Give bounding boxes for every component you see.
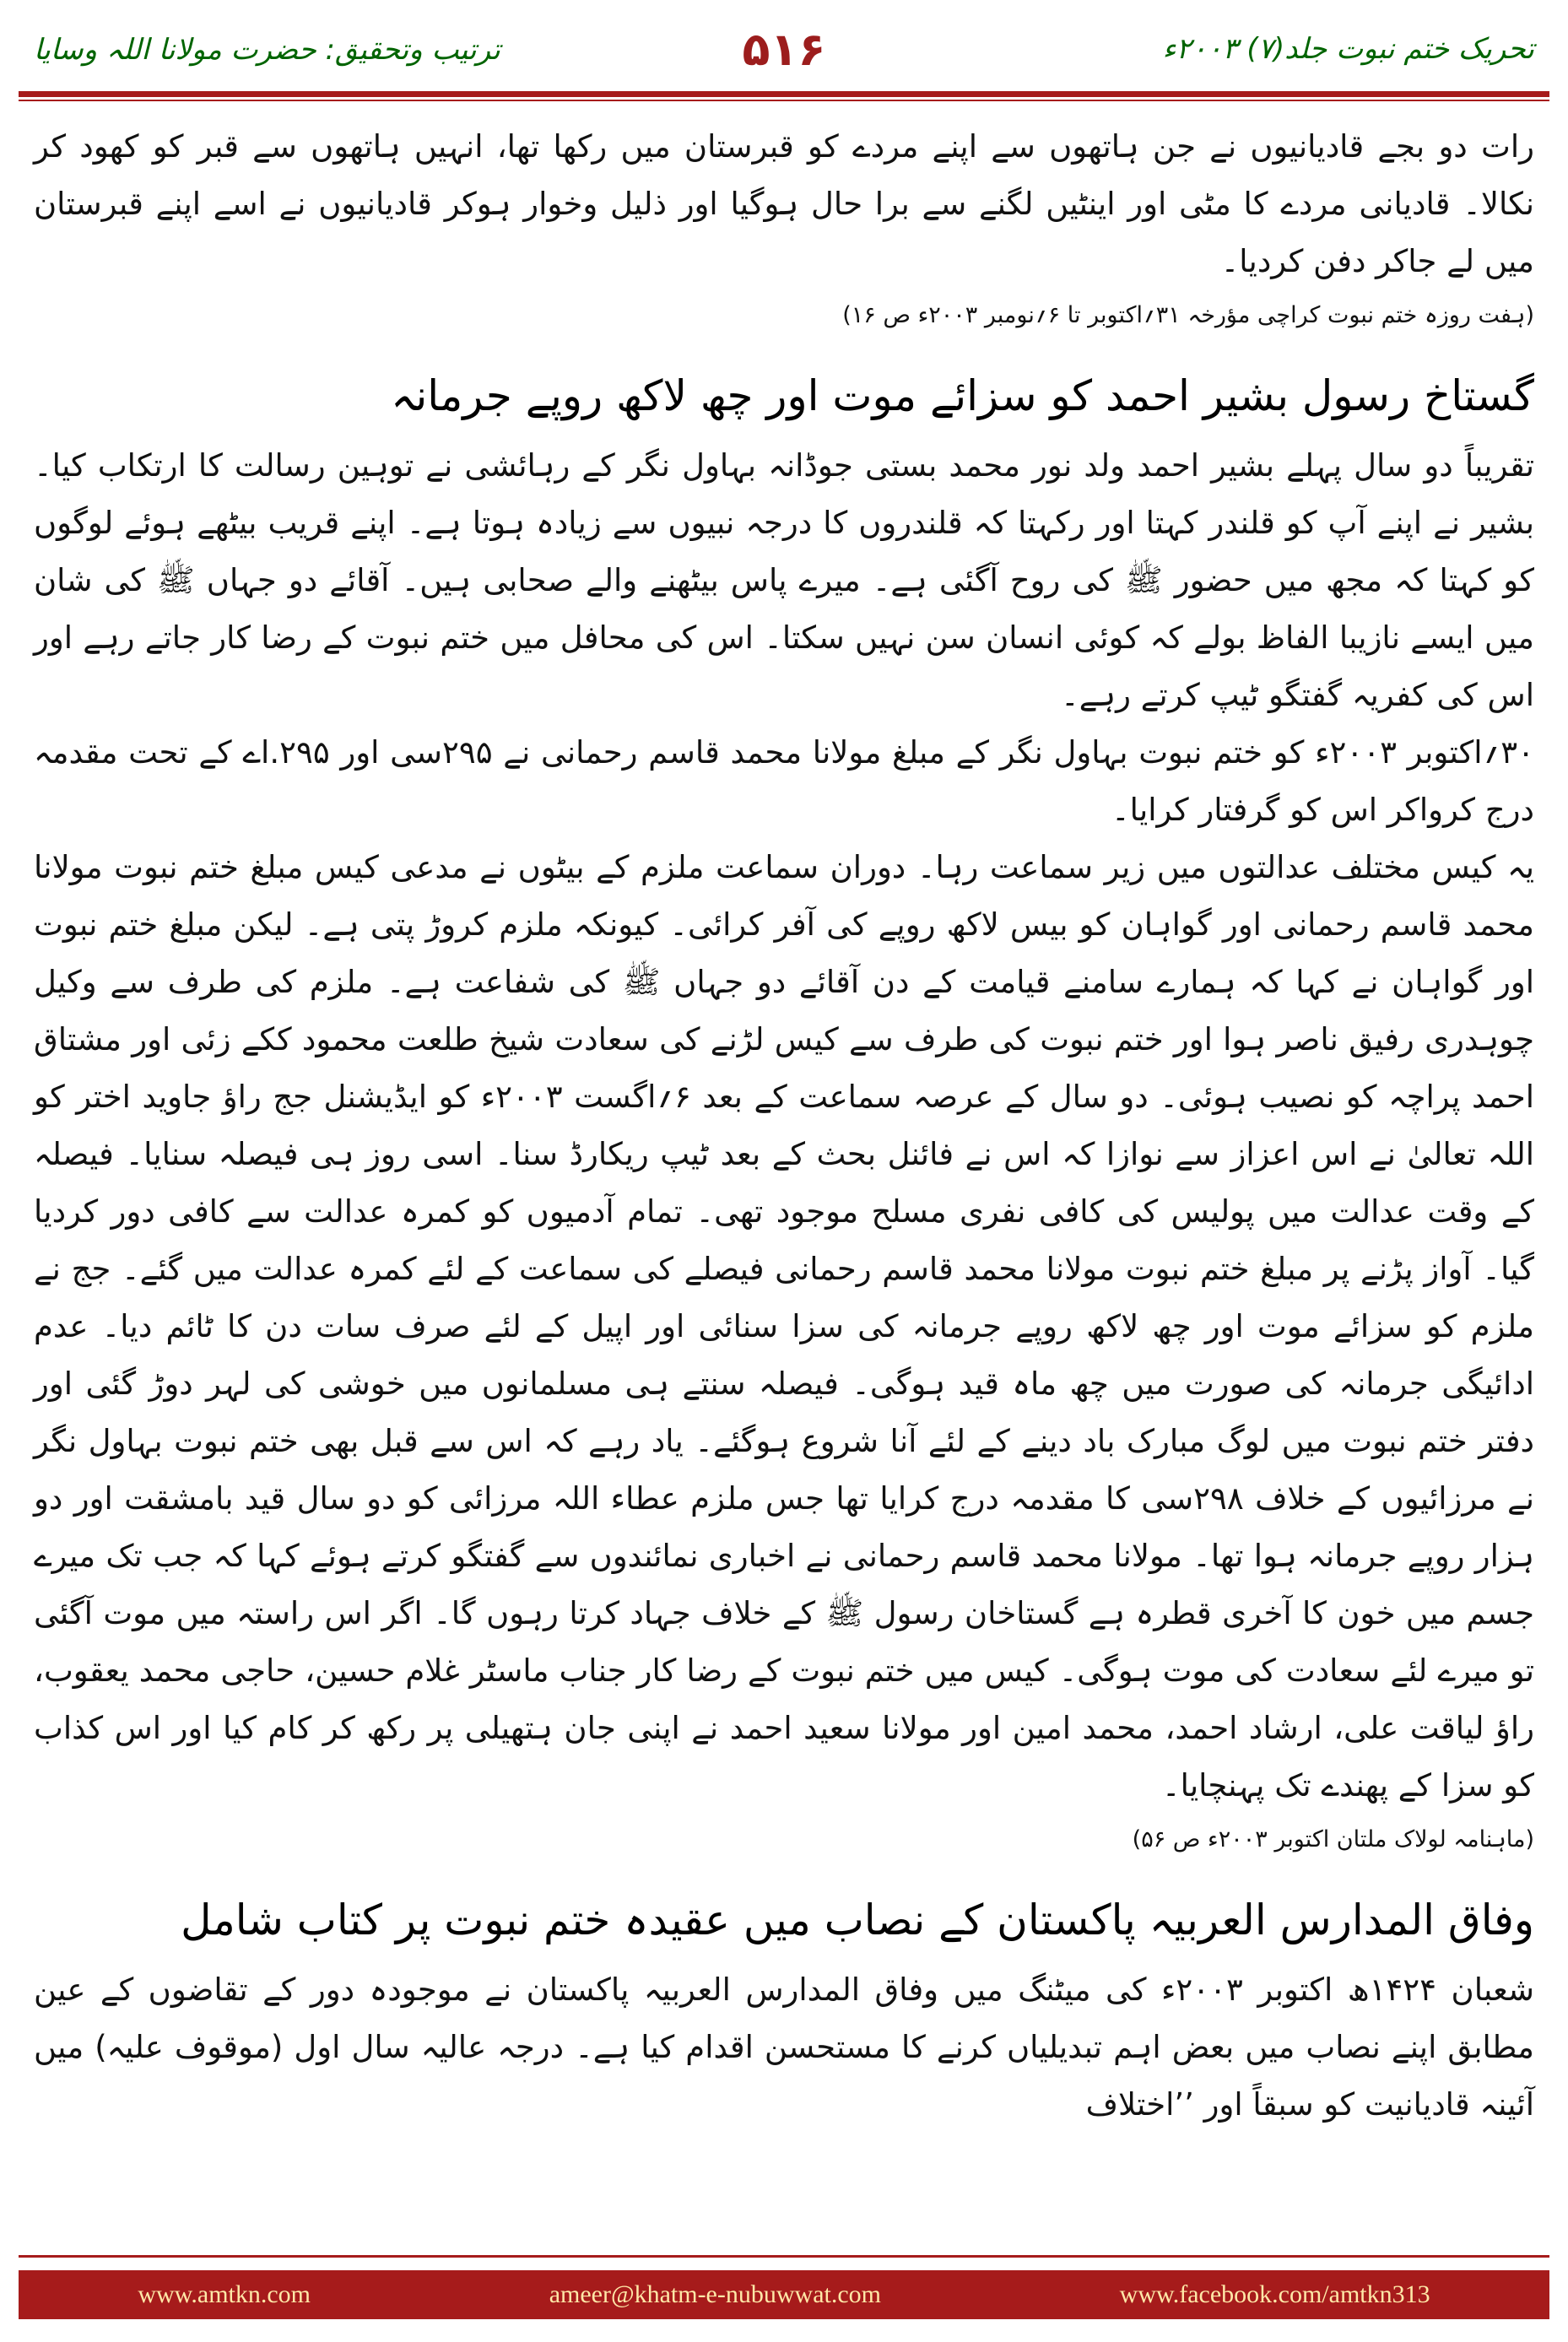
page-body — [34, 118, 1534, 2245]
footer-rule — [19, 2255, 1549, 2258]
header-rule-thin — [19, 100, 1549, 101]
page-header — [34, 15, 1534, 83]
section1-heading: گستاخ رسول بشیر احمد کو سزائے موت اور چھ لاکھ روپے جرمانہ — [391, 371, 1534, 420]
section2-heading: وفاق المدارس العربیہ پاکستان کے نصاب میں عقیدہ ختم نبوت پر کتاب شامل — [181, 1896, 1534, 1944]
section1-reference: (ماہنامہ لولاک ملتان اکتوبر ۲۰۰۳ء ص ۵۶) — [1132, 1826, 1534, 1853]
section2-paragraph: شعبان ۱۴۲۴ھ اکتوبر ۲۰۰۳ء کی میٹنگ میں وفاق المدارس العربیہ پاکستان نے موجودہ دور کے تقاضوں کے عین مطابق اپنے نصاب میں بعض اہم تبدیلیاں کرنے کا مستحسن اقدام کیا ہے۔ درجہ عالیہ سال اول (موقوف علیہ) میں آئینہ قادیانیت کو سبقاً اور ’’اختلاف — [34, 1971, 1534, 2123]
email-link[interactable]: ameer@khatm-e-nubuwwat.com — [549, 2280, 881, 2308]
intro-paragraph: رات دو بجے قادیانیوں نے جن ہاتھوں سے اپنے مردے کو قبرستان میں رکھا تھا، انہیں ہاتھوں سے قبر کو کھود کر نکالا۔ قادیانی مردے کا مٹی اور اینٹیں لگنے سے برا حال ہوگیا اور ذلیل وخوار ہوکر قادیانیوں نے اسے اپنے قبرستان میں لے جاکر دفن کردیا۔ — [34, 128, 1534, 279]
page-footer — [19, 2270, 1549, 2319]
section1-paragraph-2: ۳۰؍اکتوبر ۲۰۰۳ء کو ختم نبوت بہاول نگر کے مبلغ مولانا محمد قاسم رحمانی نے ۲۹۵سی اور ۲۹۵.اے کے تحت مقدمہ درج کرواکر اس کو گرفتار کرایا۔ — [34, 734, 1534, 828]
section1-paragraph-3: یہ کیس مختلف عدالتوں میں زیر سماعت رہا۔ دوران سماعت ملزم کے بیٹوں نے مدعی کیس مبلغ ختم نبوت مولانا محمد قاسم رحمانی اور گواہان کو بیس لاکھ روپے کی آفر کرائی۔ کیونکہ ملزم کروڑ پتی ہے۔ لیکن مبلغ ختم نبوت اور گواہان نے کہا کہ ہمارے سامنے قیامت کے دن آقائے دو جہاں ﷺ کی شفاعت ہے۔ ملزم کی طرف سے وکیل چوہدری رفیق ناصر ہوا اور ختم نبوت کی طرف سے کیس لڑنے کی سعادت شیخ طلعت محمود ککے زئی اور مشتاق احمد پراچہ کو نصیب ہوئی۔ دو سال کے عرصہ سماعت کے بعد ۶؍اگست ۲۰۰۳ء کو ایڈیشنل جج راؤ جاوید اختر کو اللہ تعالیٰ نے اس اعزاز سے نوازا کہ اس نے فائنل بحث کے بعد ٹیپ ریکارڈ سنا۔ اسی روز ہی فیصلہ سنایا۔ فیصلہ کے وقت عدالت میں پولیس کی کافی نفری مسلح موجود تھی۔ تمام آدمیوں کو کمرہ عدالت سے کافی دور کردیا گیا۔ آواز پڑنے پر مبلغ ختم نبوت مولانا محمد قاسم رحمانی فیصلے کی سماعت کے لئے کمرہ عدالت میں گئے۔ جج نے ملزم کو سزائے موت اور چھ لاکھ روپے جرمانہ کی سزا سنائی اور اپیل کے لئے صرف سات دن کا ٹائم دیا۔ عدم ادائیگی جرمانہ کی صورت میں چھ ماہ قید ہوگی۔ فیصلہ سنتے ہی مسلمانوں میں خوشی کی لہر دوڑ گئی اور دفتر ختم نبوت میں لوگ مبارک باد دینے کے لئے آنا شروع ہوگئے۔ یاد رہے کہ اس سے قبل بھی ختم نبوت بہاول نگر نے مرزائیوں کے خلاف ۲۹۸سی کا مقدمہ درج کرایا تھا جس ملزم عطاء اللہ مرزائی کو دو سال قید بامشقت اور دو ہزار روپے جرمانہ ہوا تھا۔ مولانا محمد قاسم رحمانی نے اخباری نمائندوں سے گفتگو کرتے ہوئے کہا کہ جب تک میرے جسم میں خون کا آخری قطرہ ہے گستاخان رسول ﷺ کے خلاف جہاد کرتا رہوں گا۔ اگر اس راستہ میں موت آگئی تو میرے لئے سعادت کی موت ہوگی۔ کیس میں ختم نبوت کے رضا کار جناب ماسٹر غلام حسین، حاجی محمد یعقوب، راؤ لیاقت علی، ارشاد احمد، محمد امین اور مولانا سعید احمد نے اپنی جان ہتھیلی پر رکھ کر کام کیا اور اس کذاب کو سزا کے پھندے تک پہنچایا۔ — [34, 849, 1535, 1804]
compiler-credit: ترتیب وتحقیق: حضرت مولانا اللہ وسایا — [34, 32, 500, 67]
website-link[interactable]: www.amtkn.com — [138, 2280, 311, 2308]
book-title: تحریک ختم نبوت جلد(۷) ۲۰۰۳ء — [1162, 32, 1534, 66]
facebook-link[interactable]: www.facebook.com/amtkn313 — [1119, 2280, 1430, 2308]
page-number: ۵۱۶ — [742, 22, 826, 76]
intro-reference: (ہفت روزہ ختم نبوت کراچی مؤرخہ ۳۱؍اکتوبر تا ۶؍نومبر ۲۰۰۳ء ص ۱۶) — [842, 302, 1534, 328]
section1-paragraph-1: تقریباً دو سال پہلے بشیر احمد ولد نور محمد بستی جوڈانہ بہاول نگر کے رہائشی نے توہین رسالت کا ارتکاب کیا۔ بشیر نے اپنے آپ کو قلندر کہتا اور رکہتا کہ قلندروں کا درجہ نبیوں سے زیادہ ہوتا ہے۔ اپنے قریب بیٹھے ہوئے لوگوں کو کہتا کہ مجھ میں حضور ﷺ کی روح آگئی ہے۔ میرے پاس بیٹھنے والے صحابی ہیں۔ آقائے دو جہاں ﷺ کی شان میں ایسے نازیبا الفاظ بولے کہ کوئی انسان سن نہیں سکتا۔ اس کی محافل میں ختم نبوت کے رضا کار جاتے رہے اور اس کی کفریہ گفتگو ٹیپ کرتے رہے۔ — [34, 447, 1534, 713]
header-rule — [19, 91, 1549, 97]
